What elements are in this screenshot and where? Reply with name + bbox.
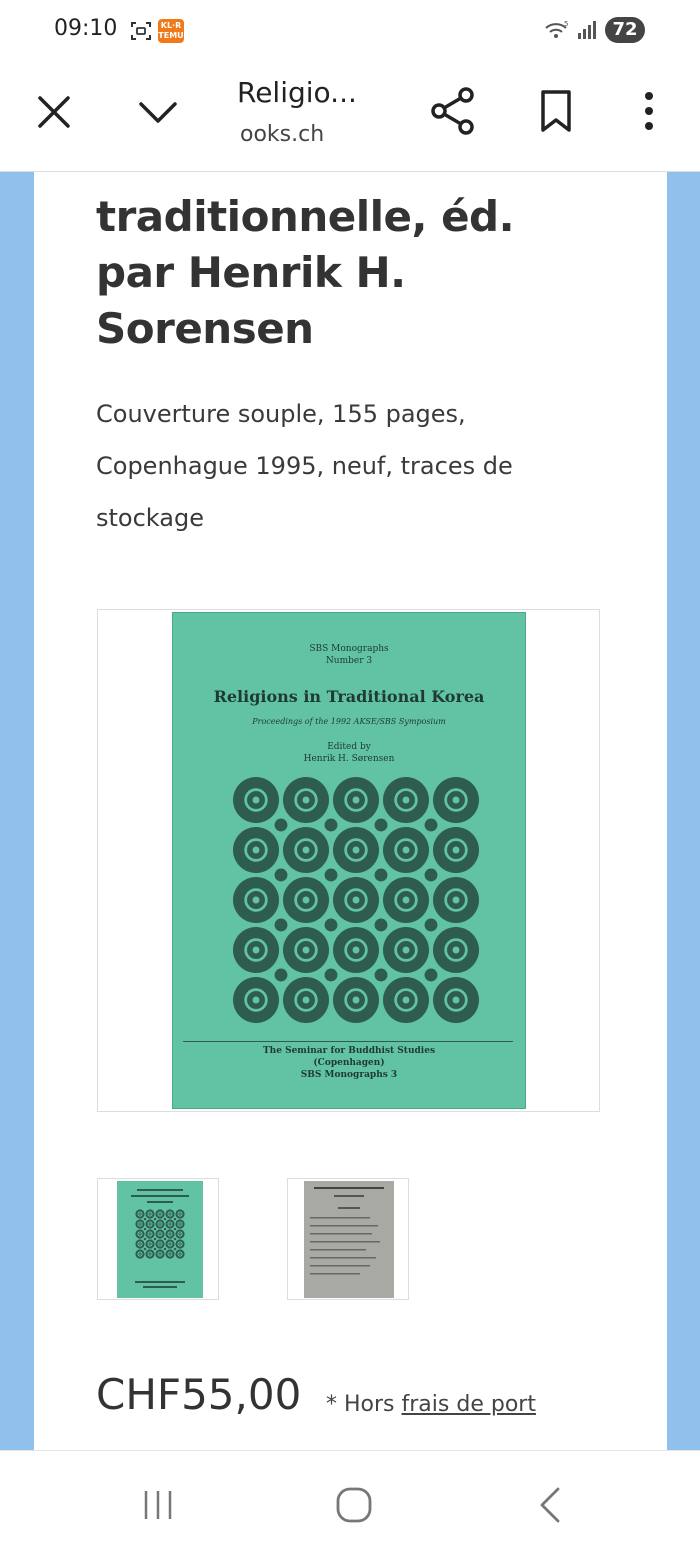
share-icon[interactable] (430, 86, 476, 136)
cover-publisher-line-2: (Copenhagen) (313, 1058, 385, 1068)
pattern-dot (179, 1213, 180, 1214)
page-title[interactable]: Religio... (237, 76, 357, 109)
cover-title: Religions in Traditional Korea (213, 687, 485, 706)
pattern-link-dot (174, 1228, 177, 1231)
pattern-dot (253, 797, 260, 804)
pattern-link-dot (425, 919, 438, 932)
pattern-dot (303, 897, 310, 904)
price-note-prefix: * Hors (326, 1392, 395, 1417)
pattern-dot (453, 797, 460, 804)
browser-toolbar (0, 62, 700, 172)
pattern-dot (353, 947, 360, 954)
pattern-link-dot (325, 969, 338, 982)
svg-text:5: 5 (564, 20, 569, 28)
cover-series (173, 643, 525, 667)
more-options-icon[interactable] (634, 88, 664, 134)
product-title-line-1: traditionnelle, éd. (96, 192, 515, 241)
back-icon[interactable] (534, 1485, 564, 1525)
chevron-down-icon[interactable] (136, 92, 180, 132)
pattern-dot (303, 847, 310, 854)
pattern-link-dot (275, 919, 288, 932)
pattern-link-dot (275, 869, 288, 882)
pattern-link-dot (154, 1248, 157, 1251)
cover-editor (173, 741, 525, 765)
book-cover (172, 612, 526, 1109)
main-product-image[interactable] (97, 609, 600, 1112)
bookmark-icon[interactable] (536, 88, 576, 134)
product-description-line-1: Couverture souple, 155 pages, (96, 400, 466, 428)
pattern-dot (403, 897, 410, 904)
cover-publisher (173, 1045, 525, 1081)
pattern-link-dot (425, 819, 438, 832)
cover-editor-line-2: Henrik H. Sørensen (303, 754, 395, 764)
pattern-dot (149, 1253, 150, 1254)
battery-indicator (605, 17, 645, 43)
pattern-dot (179, 1223, 180, 1224)
thumbnail-contents-image (304, 1181, 394, 1298)
home-icon[interactable] (334, 1485, 374, 1525)
system-nav-bar (0, 1450, 700, 1556)
status-bar (0, 0, 700, 62)
pattern-link-dot (174, 1238, 177, 1241)
pattern-link-dot (375, 869, 388, 882)
pattern-dot (159, 1223, 160, 1224)
pattern-dot (139, 1223, 140, 1224)
pattern-dot (169, 1243, 170, 1244)
pattern-link-dot (154, 1218, 157, 1221)
pattern-dot (169, 1213, 170, 1214)
pattern-dot (403, 847, 410, 854)
battery-level: 72 (612, 19, 638, 40)
pattern-dot (303, 997, 310, 1004)
pattern-link-dot (375, 819, 388, 832)
pattern-link-dot (325, 869, 338, 882)
pattern-dot (353, 847, 360, 854)
status-time: 09:10 (54, 16, 118, 41)
thumbnail-contents-art (304, 1181, 394, 1298)
pattern-dot (403, 797, 410, 804)
thumbnail-contents-page[interactable] (287, 1178, 409, 1300)
pattern-dot (303, 797, 310, 804)
thumbnail-cover[interactable] (97, 1178, 219, 1300)
pattern-dot (159, 1233, 160, 1234)
pattern-link-dot (375, 969, 388, 982)
pattern-link-dot (164, 1218, 167, 1221)
pattern-dot (353, 897, 360, 904)
pattern-link-dot (144, 1248, 147, 1251)
product-card (34, 172, 667, 1450)
pattern-dot (139, 1253, 140, 1254)
close-icon[interactable] (34, 92, 74, 132)
product-title-line-3: Sorensen (96, 304, 314, 353)
pattern-dot (453, 897, 460, 904)
pattern-dot (253, 997, 260, 1004)
pattern-dot (139, 1213, 140, 1214)
pattern-link-dot (174, 1218, 177, 1221)
pattern-dot (303, 947, 310, 954)
pattern-link-dot (154, 1238, 157, 1241)
temu-app-icon (158, 19, 184, 43)
pattern-dot (139, 1233, 140, 1234)
product-description-line-3: stockage (96, 504, 204, 532)
pattern-dot (179, 1243, 180, 1244)
pattern-dot (159, 1213, 160, 1214)
pattern-dot (253, 947, 260, 954)
pattern-dot (353, 997, 360, 1004)
pattern-link-dot (164, 1248, 167, 1251)
pattern-dot (253, 897, 260, 904)
product-description-line-2: Copenhague 1995, neuf, traces de (96, 452, 513, 480)
pattern-dot (253, 847, 260, 854)
pattern-dot (149, 1233, 150, 1234)
pattern-link-dot (144, 1238, 147, 1241)
pattern-link-dot (144, 1218, 147, 1221)
pattern-dot (453, 947, 460, 954)
pattern-dot (179, 1233, 180, 1234)
page-background-left (0, 172, 34, 1450)
pattern-dot (169, 1253, 170, 1254)
product-title-line-2: par Henrik H. (96, 248, 406, 297)
cover-divider (183, 1041, 513, 1042)
app-badge-label: KL·R TEMU (158, 21, 184, 40)
pattern-dot (149, 1223, 150, 1224)
price-note (326, 1392, 536, 1417)
pattern-dot (139, 1243, 140, 1244)
pattern-dot (179, 1253, 180, 1254)
cover-series-line-2: Number 3 (325, 656, 373, 666)
pattern-dot (149, 1213, 150, 1214)
pattern-link-dot (164, 1228, 167, 1231)
page-background-right (667, 172, 700, 1450)
pattern-link-dot (425, 969, 438, 982)
pattern-dot (453, 847, 460, 854)
pattern-link-dot (425, 869, 438, 882)
shipping-costs-link[interactable]: frais de port (401, 1392, 536, 1417)
pattern-dot (169, 1223, 170, 1224)
pattern-link-dot (275, 969, 288, 982)
pattern-dot (403, 997, 410, 1004)
wifi-icon (544, 19, 570, 41)
pattern-dot (453, 997, 460, 1004)
cover-subtitle: Proceedings of the 1992 AKSE/SBS Symposium (252, 717, 446, 726)
thumbnail-cover-art (117, 1181, 203, 1298)
pattern-link-dot (325, 919, 338, 932)
pattern-link-dot (325, 819, 338, 832)
cover-pattern (231, 775, 481, 1025)
cover-publisher-line-1: The Seminar for Buddhist Studies (262, 1046, 436, 1056)
pattern-link-dot (154, 1228, 157, 1231)
pattern-link-dot (164, 1238, 167, 1241)
screenshot-icon (130, 20, 152, 42)
pattern-link-dot (144, 1228, 147, 1231)
pattern-link-dot (375, 919, 388, 932)
cover-publisher-line-3: SBS Monographs 3 (300, 1070, 398, 1080)
product-price: CHF55,00 (96, 1370, 302, 1419)
pattern-dot (159, 1253, 160, 1254)
pattern-link-dot (174, 1248, 177, 1251)
pattern-link-dot (275, 819, 288, 832)
cover-series-line-1: SBS Monographs (309, 644, 389, 654)
pattern-dot (149, 1243, 150, 1244)
pattern-dot (353, 797, 360, 804)
pattern-dot (403, 947, 410, 954)
pattern-dot (159, 1243, 160, 1244)
page-domain[interactable]: ooks.ch (240, 122, 325, 147)
thumbnail-cover-image (117, 1181, 203, 1298)
pattern-dot (169, 1233, 170, 1234)
recent-apps-icon[interactable] (140, 1487, 176, 1523)
cover-editor-line-1: Edited by (327, 742, 371, 752)
signal-icon (576, 19, 600, 41)
